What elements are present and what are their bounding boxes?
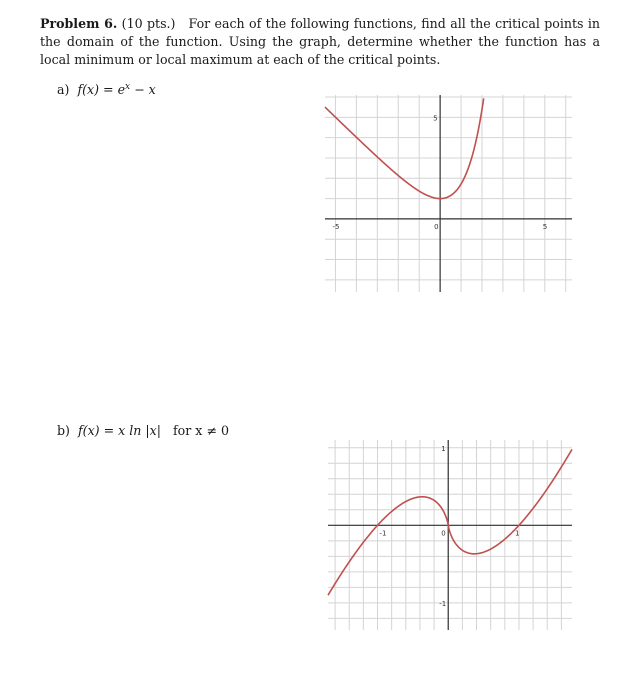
graph-a-tick-y-max: 5 <box>433 114 438 123</box>
problem-points: (10 pts.) <box>121 16 176 31</box>
graph-b <box>328 440 572 630</box>
graph-a-tick-x-max: 5 <box>542 222 548 231</box>
graph-b-tick-x-max: 1 <box>514 529 520 538</box>
problem-statement <box>40 15 600 69</box>
part-b-condition: for x ≠ 0 <box>173 423 229 438</box>
part-a-formula-lhs: f(x) = e <box>77 82 126 98</box>
graph-b-grid <box>328 440 572 630</box>
graph-a <box>325 95 572 292</box>
graph-b-tick-y-max: 1 <box>441 444 446 453</box>
graph-a-curve <box>325 98 484 198</box>
graph-a-tick-x-min: -5 <box>332 222 340 231</box>
graph-b-tick-origin: 0 <box>441 529 446 538</box>
part-a-formula-exp: x <box>125 82 131 92</box>
graph-a-grid <box>325 95 572 292</box>
problem-title: Problem 6. <box>40 16 118 31</box>
graph-b-tick-x-min: -1 <box>379 529 387 538</box>
graph-a-tick-origin: 0 <box>434 222 439 231</box>
part-a-letter: a) <box>57 82 70 98</box>
part-b-letter: b) <box>57 423 70 438</box>
problem-text: For each of the following functions, find all the critical points in the domain of the function. Using the graph, determine whether the function has a local minimum or local maximum at each of the critical points. <box>40 16 600 67</box>
part-b-formula: f(x) = x ln |x| <box>78 423 161 438</box>
graph-b-curve <box>328 449 572 595</box>
part-a-label <box>57 80 156 97</box>
part-a-formula-rhs: − x <box>130 82 156 98</box>
part-b-label <box>57 423 229 438</box>
graph-b-tick-y-min: -1 <box>439 599 447 608</box>
